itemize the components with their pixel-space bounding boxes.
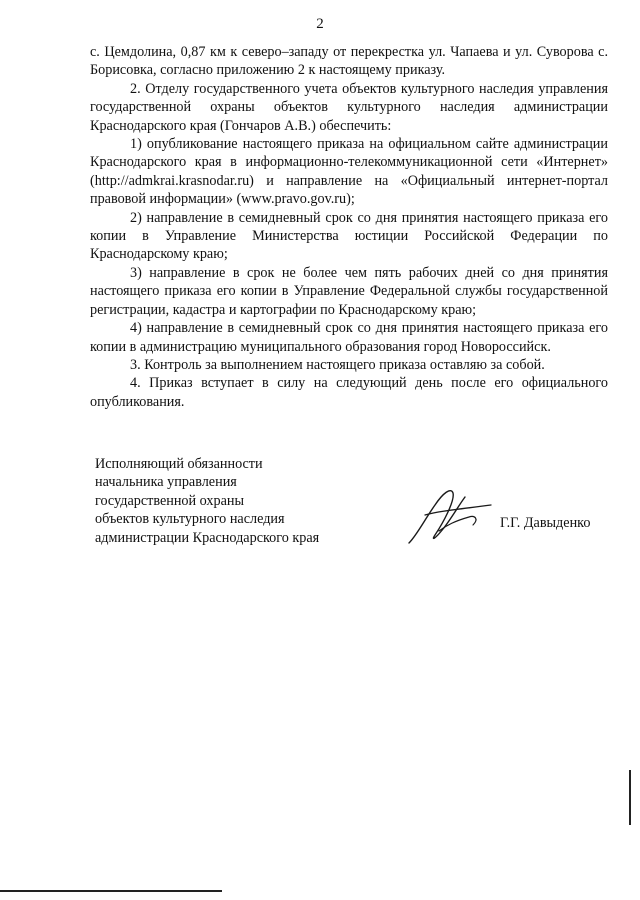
signatory-name: Г.Г. Давыденко bbox=[500, 515, 591, 531]
position-line: администрации Краснодарского края bbox=[95, 529, 320, 546]
paragraph-item-4: 4. Приказ вступает в силу на следующий день после его официального опубликования. bbox=[90, 375, 608, 410]
signature-position-block bbox=[95, 455, 355, 547]
paragraph-subitem-1: 1) опубликование настоящего приказа на официальном сайте администрации Краснодарского края в информационно-телекоммуникационной сети «Интернет» (http://admkrai.krasnodar.ru) и направление на «Официальный интернет-портал правовой информации» (www.pravo.gov.ru); bbox=[90, 136, 608, 208]
position-line: объектов культурного наследия bbox=[95, 511, 285, 528]
paragraph-subitem-4: 4) направление в семидневный срок со дня принятия настоящего приказа его копии в администрацию муниципального образования город Новороссийск. bbox=[90, 320, 608, 355]
handwritten-signature bbox=[395, 475, 495, 555]
position-line: государственной охраны bbox=[95, 492, 245, 509]
paragraph-subitem-2: 2) направление в семидневный срок со дня принятия настоящего приказа его копии в Управление Министерства юстиции Российской Федерации по Краснодарскому краю; bbox=[90, 209, 608, 263]
position-line: Исполняющий обязанности bbox=[95, 456, 263, 472]
paragraph-item-2: 2. Отделу государственного учета объектов культурного наследия управления государственной охраны объектов культурного наследия администрации Краснодарского края (Гончаров А.В.) обеспечить: bbox=[90, 80, 608, 134]
page-number: 2 bbox=[316, 16, 324, 32]
document-body bbox=[90, 43, 608, 411]
scan-edge-mark bbox=[629, 770, 631, 825]
position-line: начальника управления bbox=[95, 474, 237, 491]
paragraph-subitem-3: 3) направление в срок не более чем пять рабочих дней со дня принятия настоящего приказа его копии в Управление Федеральной службы государственной регистрации, кадастра и картографии по Краснодарскому краю; bbox=[90, 264, 608, 318]
paragraph-continuation: с. Цемдолина, 0,87 км к северо–западу от перекрестка ул. Чапаева и ул. Суворова с. Борисовка, согласно приложению 2 к настоящему приказу. bbox=[90, 44, 608, 79]
paragraph-item-3: 3. Контроль за выполнением настоящего приказа оставляю за собой. bbox=[130, 356, 545, 373]
footer-line bbox=[0, 890, 222, 892]
